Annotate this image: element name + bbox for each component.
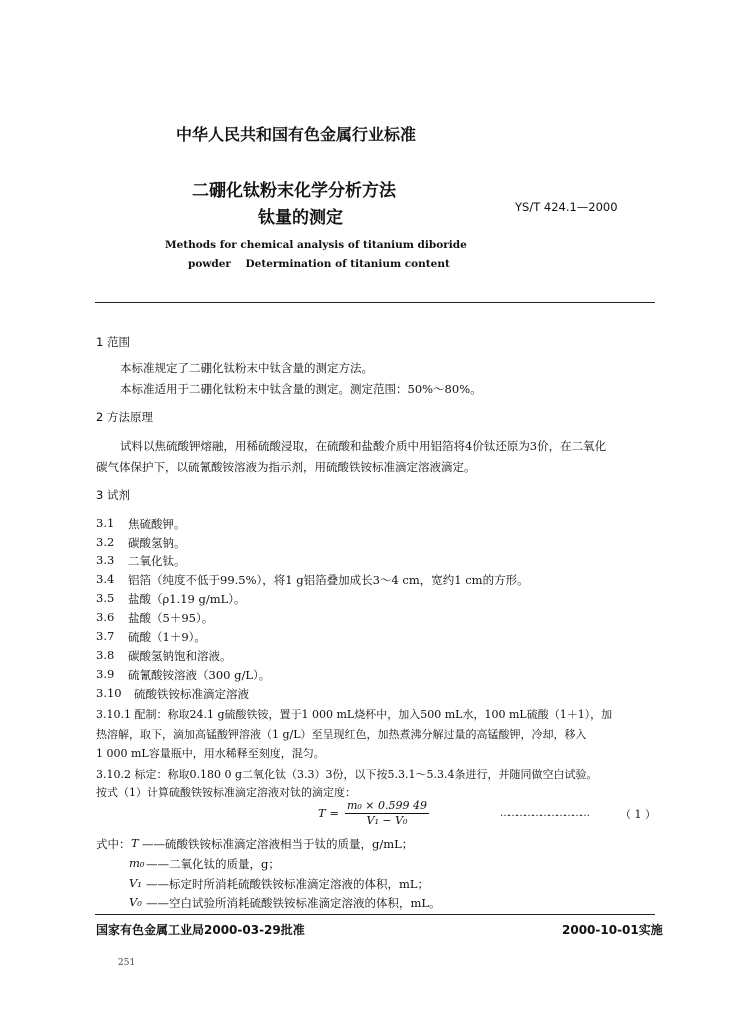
reagent-number: 3.3: [96, 553, 115, 567]
section-heading-reagents: 3 试剂: [96, 488, 130, 502]
reagent-text: 硫酸（1＋9）。: [128, 630, 206, 644]
paragraph: 热溶解，取下，滴加高锰酸钾溶液（1 g/L）至呈现红色，加热煮沸分解过量的高锰酸钾，冷却，移入: [96, 728, 587, 741]
reagent-number: 3.5: [96, 591, 115, 605]
approval-line: 国家有色金属工业局2000-03-29批准: [96, 923, 305, 937]
reagent-text: 碳酸氢钠饱和溶液。: [128, 649, 232, 663]
formula-1: [318, 800, 429, 826]
paragraph: 1 000 mL容量瓶中，用水稀释至刻度，混匀。: [96, 747, 325, 760]
reagent-number: 3.4: [96, 572, 115, 586]
document-title-line2: 钛量的测定: [258, 208, 343, 228]
paragraph: 3.10.2 标定：称取0.180 0 g二氧化钛（3.3）3份，以下按5.3.1～5.3.4条进行，并随同做空白试验。: [96, 768, 598, 781]
where-description: ——标定时所消耗硫酸铁铵标准滴定溶液的体积，mL；: [146, 877, 430, 891]
formula-number: （ 1 ）: [620, 808, 656, 821]
reagent-number: 3.9: [96, 667, 115, 681]
implementation-date: 2000-10-01实施: [562, 923, 663, 937]
header-divider: [95, 302, 655, 303]
where-intro: 式中：: [96, 837, 131, 851]
reagent-number: 3.8: [96, 648, 115, 662]
formula-numerator: m₀ × 0.599 49: [346, 799, 428, 812]
section-heading-scope: 1 范围: [96, 335, 130, 349]
paragraph: 本标准规定了二硼化钛粉末中钛含量的测定方法。: [120, 361, 373, 375]
document-title-line1: 二硼化钛粉末化学分析方法: [192, 181, 396, 201]
paragraph: 本标准适用于二硼化钛粉末中钛含量的测定。测定范围：50%～80%。: [120, 382, 482, 396]
where-symbol: V₀: [129, 895, 142, 909]
paragraph: 3.10.1 配制：称取24.1 g硫酸铁铵，置于1 000 mL烧杯中，加入500 mL水，100 mL硫酸（1＋1），加: [96, 708, 613, 721]
reagent-text: 盐酸（5＋95）。: [128, 611, 214, 625]
where-description: ——硫酸铁铵标准滴定溶液相当于钛的质量，g/mL；: [142, 837, 414, 851]
reagent-text: 碳酸氢钠。: [128, 536, 186, 550]
page-number: 251: [118, 958, 136, 968]
reagent-text: 盐酸（ρ1.19 g/mL）。: [128, 592, 246, 606]
reagent-text: 焦硫酸钾。: [128, 517, 186, 531]
reagent-text: 二氧化钛。: [128, 554, 186, 568]
formula-lhs: T =: [318, 806, 339, 821]
formula-leader-dots: ……………………………: [500, 808, 588, 819]
formula-denominator: V₁ − V₀: [366, 813, 408, 827]
footer-divider: [95, 914, 655, 915]
reagent-number: 3.2: [96, 535, 115, 549]
paragraph: 按式（1）计算硫酸铁铵标准滴定溶液对钛的滴定度：: [96, 786, 356, 799]
where-symbol: T: [131, 836, 139, 850]
issuer-title: 中华人民共和国有色金属行业标准: [176, 125, 417, 144]
english-title-line1: Methods for chemical analysis of titanium diboride: [165, 239, 467, 251]
where-symbol: m₀: [129, 856, 145, 870]
reagent-text: 硫氰酸铵溶液（300 g/L）。: [128, 668, 271, 682]
reagent-number: 3.1: [96, 516, 115, 530]
paragraph: 试料以焦硫酸钾熔融，用稀硫酸浸取，在硫酸和盐酸介质中用铝箔将4价钛还原为3价，在二氧化: [120, 439, 607, 453]
reagent-text: 硫酸铁铵标准滴定溶液: [134, 687, 249, 701]
paragraph: 碳气体保护下，以硫氰酸铵溶液为指示剂，用硫酸铁铵标准滴定溶液滴定。: [96, 460, 476, 474]
formula-fraction: [345, 800, 429, 826]
english-title-line2: powder Determination of titanium content: [188, 258, 450, 270]
section-heading-principle: 2 方法原理: [96, 410, 153, 424]
standard-code: YS/T 424.1—2000: [515, 200, 618, 214]
where-description: ——二氧化钛的质量，g；: [146, 857, 280, 871]
where-description: ——空白试验所消耗硫酸铁铵标准滴定溶液的体积，mL。: [146, 896, 441, 910]
reagent-text: 铝箔（纯度不低于99.5%），将1 g铝箔叠加成长3～4 cm，宽约1 cm的方形。: [128, 573, 529, 587]
reagent-number: 3.7: [96, 629, 115, 643]
where-symbol: V₁: [129, 876, 142, 890]
reagent-number: 3.6: [96, 610, 115, 624]
reagent-number: 3.10: [96, 686, 122, 700]
